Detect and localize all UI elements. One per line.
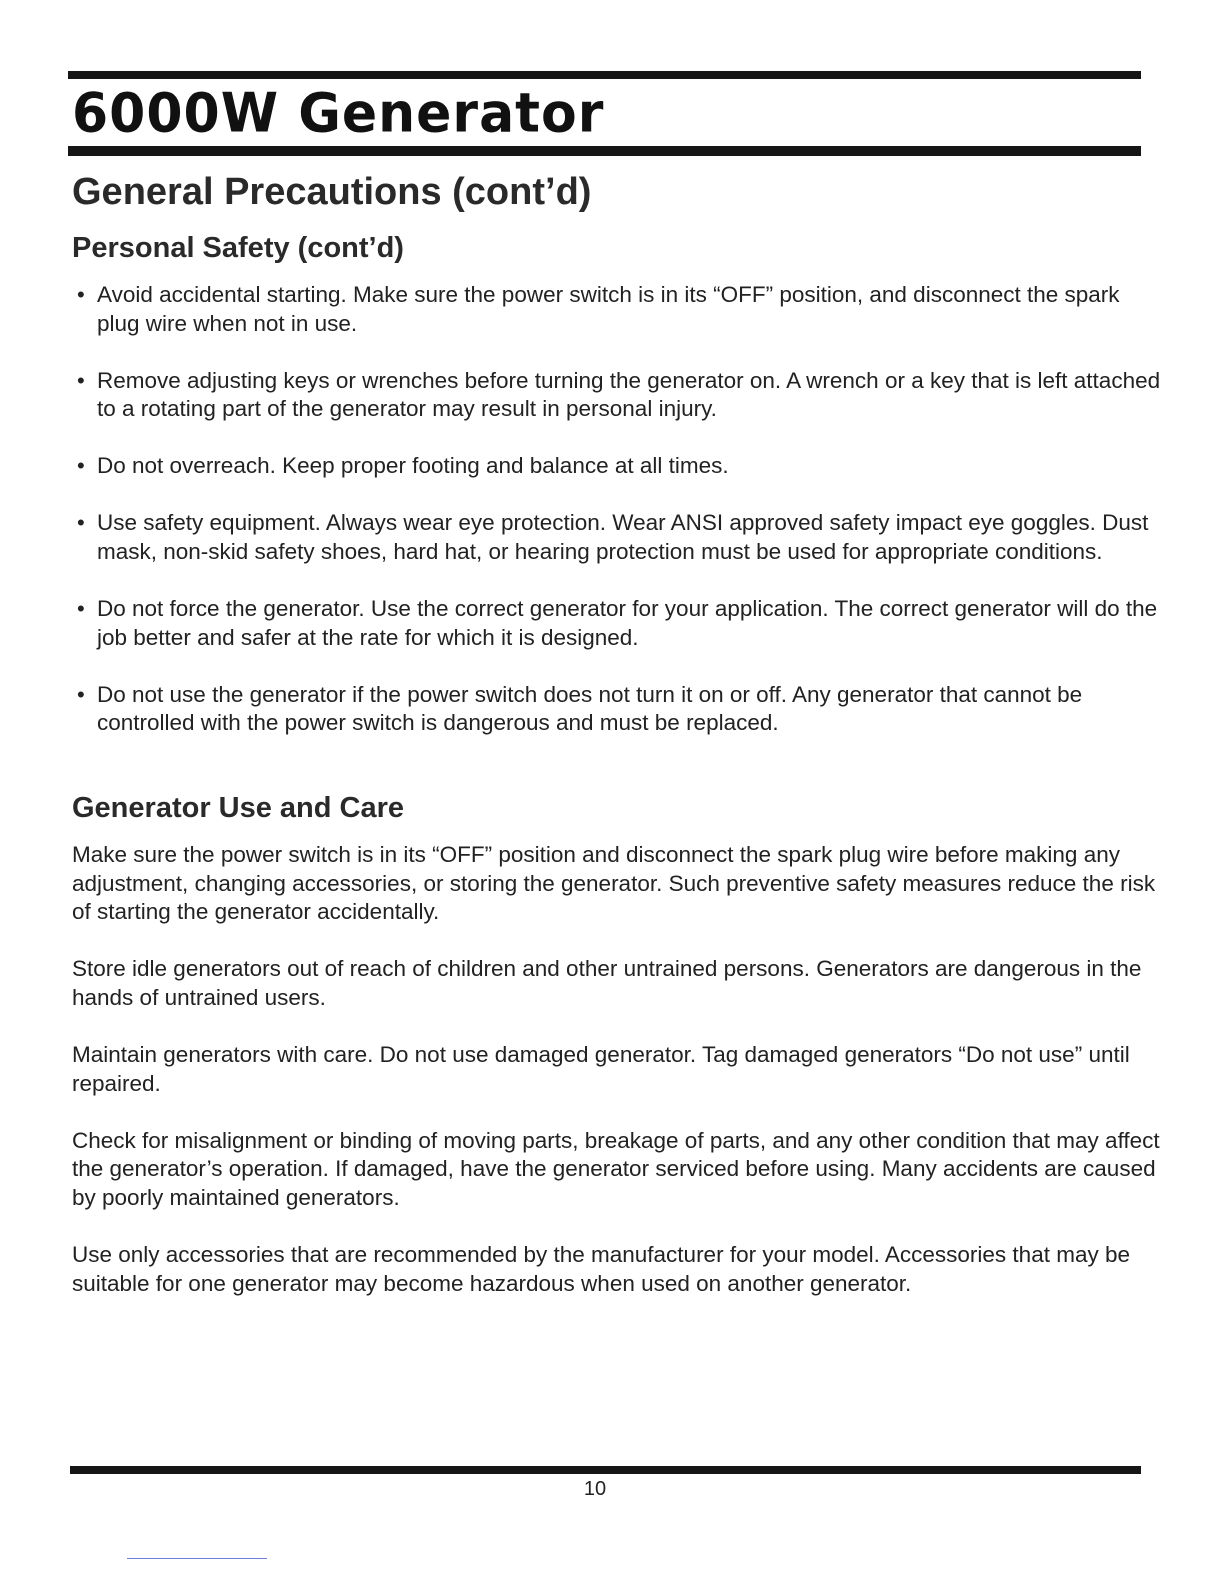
footer-rule <box>70 1466 1141 1474</box>
paragraph: Use only accessories that are recommended by the manufacturer for your model. Accessories that may be suitable for one generator may become hazardous when used on another generator. <box>72 1241 1130 1296</box>
list-item: • Use safety equipment. Always wear eye protection. Wear ANSI approved safety impact eye goggles. Dust mask, non-skid safety shoes, hard hat, or hearing protection must be used for appropriate conditions. <box>72 509 1162 566</box>
list-item: • Do not overreach. Keep proper footing and balance at all times. <box>72 452 1162 481</box>
header-top-rule <box>68 71 1141 79</box>
page-number: 10 <box>583 1478 607 1500</box>
paragraph: Make sure the power switch is in its “OFF” position and disconnect the spark plug wire before making any adjustment, changing accessories, or storing the generator. Such preventive safety measures reduce the risk of starting the generator accidentally. <box>72 842 1156 925</box>
paragraph: Store idle generators out of reach of children and other untrained persons. Generators are dangerous in the hands of untrained users. <box>72 956 1142 1010</box>
document-title: 6000W Generator <box>72 82 605 146</box>
list-item: • Avoid accidental starting. Make sure the power switch is in its “OFF” position, and disconnect the spark plug wire when not in use. <box>72 281 1162 338</box>
personal-safety-list <box>72 281 1162 738</box>
paragraph: Check for misalignment or binding of moving parts, breakage of parts, and any other condition that may affect the generator’s operation. If damaged, have the generator serviced before using. Many accidents are caused by poorly maintained generators. <box>72 1127 1160 1210</box>
generator-care-heading: Generator Use and Care <box>72 792 405 824</box>
list-item: • Do not use the generator if the power switch does not turn it on or off. Any generator that cannot be controlled with the power switch is dangerous and must be replaced. <box>72 681 1162 738</box>
footer-underline <box>127 1558 267 1559</box>
personal-safety-heading: Personal Safety (cont’d) <box>72 232 404 264</box>
list-item: • Remove adjusting keys or wrenches before turning the generator on. A wrench or a key that is left attached to a rotating part of the generator may result in personal injury. <box>72 367 1162 424</box>
header-bottom-rule <box>68 146 1141 156</box>
list-item: • Do not force the generator. Use the correct generator for your application. The correct generator will do the job better and safer at the rate for which it is designed. <box>72 595 1162 652</box>
paragraph: Maintain generators with care. Do not use damaged generator. Tag damaged generators “Do not use” until repaired. <box>72 1041 1130 1096</box>
section-title: General Precautions (cont’d) <box>72 171 592 213</box>
generator-care-body <box>72 841 1172 1298</box>
